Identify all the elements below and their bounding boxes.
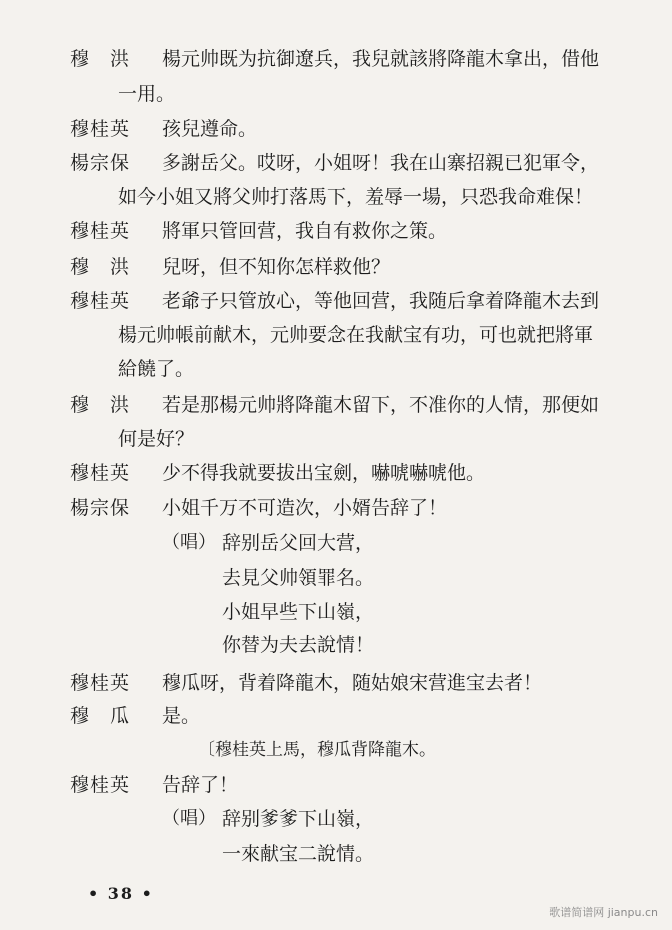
speaker-mu-guiying: 穆桂英: [70, 220, 131, 242]
speaker-yang-zongbao: 楊宗保: [70, 497, 131, 519]
speaker-mu-guiying: 穆桂英: [70, 290, 131, 312]
dialog-line: 若是那楊元帅將降龍木留下，不准你的人情，那便如: [162, 394, 600, 416]
dialog-line: 將軍只管回营，我自有救你之策。: [162, 220, 448, 242]
speaker-mu-guiying: 穆桂英: [70, 118, 131, 140]
sing-cue: （唱）: [162, 808, 216, 829]
song-line: 一來献宝二說情。: [222, 843, 375, 865]
speaker-yang-zongbao: 楊宗保: [70, 152, 131, 174]
watermark: 歌谱简谱网 jianpu.cn: [549, 906, 658, 919]
dialog-line: 孩兒遵命。: [162, 118, 258, 140]
song-line: 辞别岳父回大营，: [222, 532, 375, 554]
speaker-mu-gua: 穆 瓜: [70, 705, 131, 727]
sing-cue: （唱）: [162, 532, 216, 553]
song-line: 辞别爹爹下山嶺，: [222, 808, 375, 830]
dialog-line: 小姐千万不可造次，小婿告辞了！: [162, 497, 448, 519]
dialog-continuation: 給饒了。: [118, 358, 195, 380]
dialog-line: 多謝岳父。哎呀，小姐呀！我在山寨招親已犯軍令，: [162, 152, 600, 174]
dialog-continuation: 楊元帅帳前献木，元帅要念在我献宝有功，可也就把將軍: [118, 324, 594, 346]
song-line: 你替为夫去說情！: [222, 634, 375, 656]
dialog-continuation: 何是好？: [118, 428, 195, 450]
speaker-mu-guiying: 穆桂英: [70, 672, 131, 694]
speaker-mu-hong: 穆 洪: [70, 256, 131, 278]
dialog-continuation: 如今小姐又將父帅打落馬下，羞辱一場，只恐我命难保！: [118, 186, 594, 208]
dialog-line: 兒呀，但不知你怎样救他？: [162, 256, 391, 278]
dialog-line: 告辞了！: [162, 774, 239, 796]
speaker-mu-guiying: 穆桂英: [70, 774, 131, 796]
speaker-mu-hong: 穆 洪: [70, 394, 131, 416]
song-line: 小姐早些下山嶺，: [222, 601, 375, 623]
song-line: 去見父帅領罪名。: [222, 567, 375, 589]
speaker-mu-hong: 穆 洪: [70, 48, 131, 70]
stage-direction: 〔穆桂英上馬，穆瓜背降龍木。: [198, 740, 436, 760]
dialog-line: 穆瓜呀，背着降龍木，随姑娘宋营進宝去者！: [162, 672, 543, 694]
dialog-continuation: 一用。: [118, 83, 176, 105]
page-number: • 38 •: [88, 884, 154, 903]
dialog-line: 楊元帅既为抗御遼兵，我兒就該將降龍木拿出，借他: [162, 48, 600, 70]
speaker-mu-guiying: 穆桂英: [70, 462, 131, 484]
dialog-line: 是。: [162, 705, 201, 727]
dialog-line: 老爺子只管放心，等他回营，我随后拿着降龍木去到: [162, 290, 600, 312]
dialog-line: 少不得我就要拔出宝劍，嚇唬嚇唬他。: [162, 462, 486, 484]
